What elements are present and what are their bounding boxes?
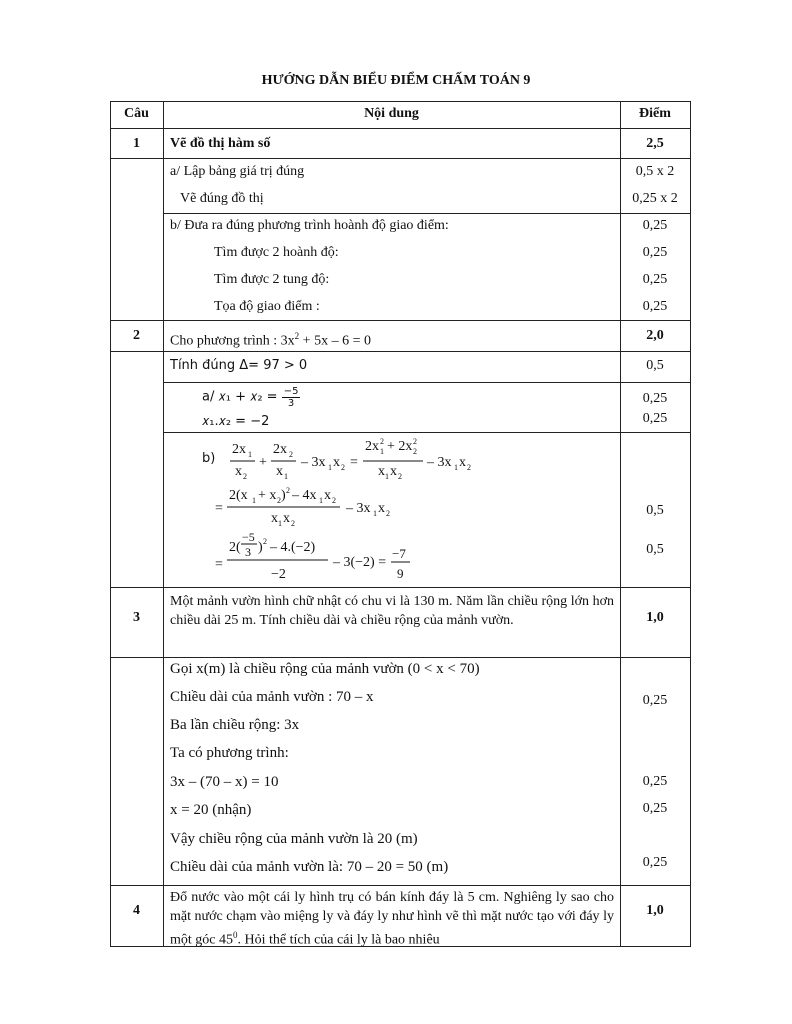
- svg-text:=: =: [215, 501, 223, 516]
- q3-problem-text: Một mảnh vườn hình chữ nhật có chu vi là 130 m. Năm lần chiều rộng lớn hơn chiều dài 25 m. Tính chiều dài và chiều rộng của mảnh vườn.: [170, 594, 614, 628]
- svg-text:1: 1: [373, 509, 377, 518]
- svg-text:): ): [281, 488, 286, 503]
- svg-text:2: 2: [286, 486, 290, 495]
- q1-b1: b/ Đưa ra đúng phương trình hoành độ giao điểm:: [170, 218, 449, 233]
- header-noi-dung: Nội dung: [364, 106, 419, 121]
- q1-b4: Tọa độ giao điểm :: [214, 299, 320, 314]
- q1-score: 2,5: [646, 136, 664, 151]
- q2-a-score-1: 0,25: [642, 391, 668, 406]
- q2-b-score-2: 0,5: [646, 542, 664, 557]
- q1-a1: a/ Lập bảng giá trị đúng: [170, 164, 305, 179]
- q2-a-sum: a/ 𝑥₁ + 𝑥₂ = $\frac{-5}{3}$: [202, 386, 299, 409]
- svg-text:+: +: [259, 455, 267, 470]
- q2-b-formula: [215, 436, 515, 586]
- svg-text:x: x: [459, 455, 466, 470]
- svg-text:−7: −7: [392, 546, 406, 561]
- q1-b2: Tìm được 2 hoành độ:: [214, 245, 339, 260]
- svg-text:): ): [258, 540, 263, 555]
- q1-a1-score: 0,5 x 2: [635, 164, 675, 179]
- svg-text:x: x: [390, 464, 397, 479]
- q3-line-4: Ta có phương trình:: [170, 745, 289, 761]
- q1-b4-score: 0,25: [642, 299, 668, 314]
- svg-text:2: 2: [243, 472, 247, 481]
- q2-number: 2: [133, 328, 140, 343]
- svg-text:– 3x: – 3x: [427, 455, 452, 470]
- svg-text:2x: 2x: [365, 439, 379, 454]
- q3-score-2: 0,25: [642, 774, 668, 789]
- svg-text:1: 1: [252, 496, 256, 505]
- page-title: HƯỚNG DẪN BIỂU ĐIỂM CHẤM TOÁN 9: [261, 73, 531, 88]
- q1-a2: Vẽ đúng đồ thị: [180, 191, 264, 206]
- svg-text:– 3x: – 3x: [346, 501, 371, 516]
- q4-number: 4: [133, 903, 140, 918]
- q3-line-2: Chiều dài của mảnh vườn : 70 – x: [170, 689, 374, 705]
- q3-score: 1,0: [646, 610, 664, 625]
- svg-text:2: 2: [380, 437, 384, 446]
- q2-b-score-1: 0,5: [646, 503, 664, 518]
- svg-text:2: 2: [398, 472, 402, 481]
- q3-line-5: 3x – (70 – x) = 10: [170, 774, 279, 790]
- q3-number: 3: [133, 610, 140, 625]
- svg-text:x: x: [283, 511, 290, 526]
- svg-text:1: 1: [319, 496, 323, 505]
- q2-a-product: 𝑥₁.𝑥₂ = −2: [202, 414, 270, 429]
- svg-text:2x: 2x: [232, 442, 246, 457]
- svg-text:x: x: [276, 464, 283, 479]
- svg-text:– 4.(−2): – 4.(−2): [270, 540, 316, 555]
- q4-problem-text: Đổ nước vào một cái ly hình trụ có bán kính đáy là 5 cm. Nghiêng ly sao cho mặt nước chạm vào miệng ly và đáy ly như hình vẽ thì mặt nước tạo với đáy ly một góc $45^0$. Hỏi thể tích của cái ly là bao nhiêu: [170, 890, 614, 948]
- q3-line-1: Gọi x(m) là chiều rộng của mảnh vườn (0 < x < 70): [170, 661, 480, 677]
- svg-text:=: =: [350, 455, 358, 470]
- svg-text:−5: −5: [242, 530, 255, 544]
- q3-line-6: x = 20 (nhận): [170, 802, 252, 818]
- svg-text:2(: 2(: [229, 540, 241, 555]
- q2-score: 2,0: [646, 328, 664, 343]
- q1-b3-score: 0,25: [642, 272, 668, 287]
- svg-text:1: 1: [385, 472, 389, 481]
- svg-text:=: =: [215, 557, 223, 572]
- svg-text:2x: 2x: [273, 442, 287, 457]
- svg-text:2: 2: [263, 537, 267, 546]
- q1-number: 1: [133, 136, 140, 151]
- svg-text:– 3(−2) =: – 3(−2) =: [333, 555, 387, 570]
- q1-title: Vẽ đồ thị hàm số: [170, 136, 271, 151]
- svg-text:2: 2: [277, 496, 281, 505]
- svg-text:x: x: [333, 455, 340, 470]
- q2-delta: Tính đúng Δ= 97 > 0: [170, 358, 308, 373]
- svg-text:– 3x: – 3x: [301, 455, 326, 470]
- svg-text:2(x: 2(x: [229, 488, 248, 503]
- svg-text:2: 2: [332, 496, 336, 505]
- svg-text:x: x: [271, 511, 278, 526]
- q1-b3: Tìm được 2 tung độ:: [214, 272, 330, 287]
- q1-b1-score: 0,25: [642, 218, 668, 233]
- q1-a2-score: 0,25 x 2: [632, 191, 678, 206]
- svg-text:2: 2: [289, 450, 293, 459]
- q4-score: 1,0: [646, 903, 664, 918]
- svg-text:1: 1: [380, 447, 384, 456]
- svg-text:x: x: [378, 501, 385, 516]
- q2-b-label: b): [202, 451, 216, 466]
- svg-text:2: 2: [341, 463, 345, 472]
- q3-score-1: 0,25: [642, 693, 668, 708]
- header-diem: Điểm: [639, 106, 671, 121]
- svg-text:1: 1: [328, 463, 332, 472]
- svg-text:1: 1: [454, 463, 458, 472]
- q2-a-score-2: 0,25: [642, 411, 668, 426]
- q2-delta-score: 0,5: [646, 358, 664, 373]
- header-cau: Câu: [124, 106, 149, 121]
- svg-text:x: x: [378, 464, 385, 479]
- q3-line-7: Vậy chiều rộng của mảnh vườn là 20 (m): [170, 831, 418, 847]
- q3-line-8: Chiều dài của mảnh vườn là: 70 – 20 = 50 (m): [170, 859, 449, 875]
- svg-text:x: x: [235, 464, 242, 479]
- svg-text:2: 2: [413, 437, 417, 446]
- svg-text:x: x: [324, 488, 331, 503]
- q2-title: Cho phương trình : $3x^2 + 5x - 6 = 0$: [170, 331, 371, 349]
- svg-text:2: 2: [467, 463, 471, 472]
- svg-text:– 4x: – 4x: [292, 488, 317, 503]
- q1-b2-score: 0,25: [642, 245, 668, 260]
- svg-text:1: 1: [248, 450, 252, 459]
- svg-text:1: 1: [278, 519, 282, 528]
- q3-line-3: Ba lần chiều rộng: 3x: [170, 717, 300, 733]
- svg-text:2: 2: [386, 509, 390, 518]
- svg-text:−2: −2: [271, 567, 286, 582]
- svg-text:1: 1: [284, 472, 288, 481]
- svg-text:2: 2: [291, 519, 295, 528]
- svg-text:2: 2: [413, 447, 417, 456]
- q3-score-3: 0,25: [642, 801, 668, 816]
- q3-score-4: 0,25: [642, 855, 668, 870]
- svg-text:+ 2x: + 2x: [387, 439, 413, 454]
- svg-text:+ x: + x: [258, 488, 277, 503]
- svg-text:9: 9: [397, 566, 404, 581]
- svg-text:3: 3: [245, 545, 251, 559]
